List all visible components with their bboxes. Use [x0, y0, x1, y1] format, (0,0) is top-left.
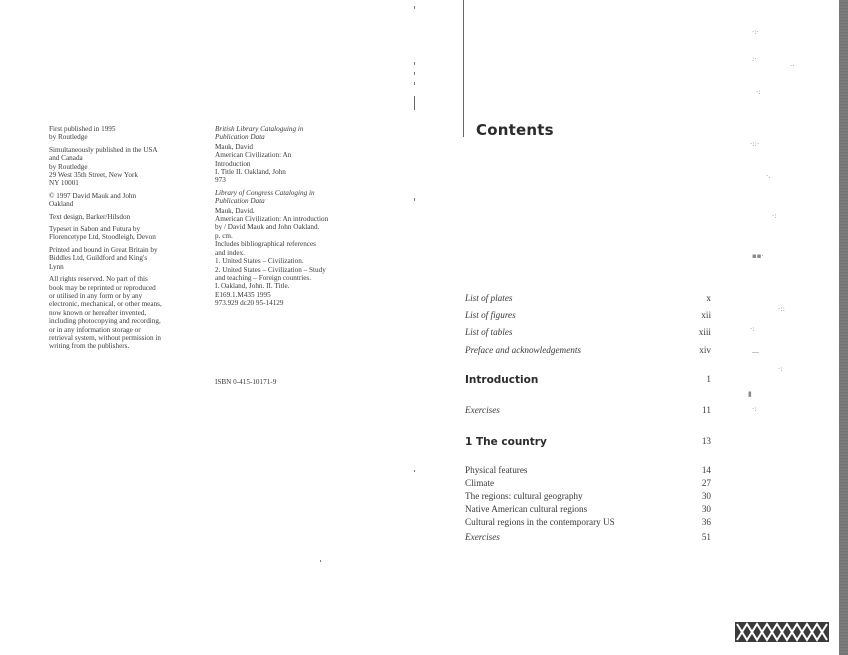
toc-entry-page: 30	[701, 504, 711, 514]
scan-artifact: ·:	[778, 365, 783, 373]
toc-entry-label: 1 The country	[465, 436, 547, 448]
toc-entry-label: Physical features	[465, 465, 528, 475]
text-design-note: Text design, Barker/Hilsdon	[49, 212, 131, 221]
scan-artifact: ··	[790, 62, 795, 70]
barcode-strip	[735, 622, 829, 642]
toc-entry-page: xiv	[699, 345, 711, 355]
rights-reserved-note: All rights reserved. No part of this book may be reprinted or reproduced or utilised in any form or by any electronic, mechanical, or other means, now known or hereafter invented, including photocopying and recording, or in any information storage or retrieval system, without permission in writing from the publishers.	[49, 275, 162, 351]
scan-edge	[839, 0, 848, 655]
scan-artifact: ―	[752, 348, 759, 356]
toc-entry-page: 1	[706, 374, 711, 384]
copyright-note: © 1997 David Mauk and John Oakland	[49, 191, 137, 209]
toc-entry-label: Exercises	[465, 532, 500, 542]
toc-entry-label: The regions: cultural geography	[465, 491, 583, 501]
scan-artifact: ·::·	[750, 140, 760, 148]
scan-artifact: ▮	[748, 390, 752, 398]
british-library-record: Mauk, David American Civilization: An Introduction I. Title II. Oakland, John 973	[215, 142, 292, 185]
scan-artifact: ·.	[766, 172, 771, 180]
toc-entry-label: List of plates	[465, 293, 513, 303]
contents-vertical-rule	[463, 0, 464, 137]
scan-artifact: :·	[752, 55, 757, 63]
gutter-dot	[320, 560, 321, 562]
toc-entry-label: Climate	[465, 478, 495, 488]
toc-entry-page: x	[706, 293, 711, 303]
us-publication-note: Simultaneously published in the USA and Canada by Routledge 29 West 35th Street, New York NY 10001	[49, 145, 158, 188]
page-title: Contents	[476, 121, 554, 139]
toc-entry-page: 51	[701, 532, 711, 542]
gutter-tick-mark	[414, 96, 415, 110]
toc-entry-label: Native American cultural regions	[465, 504, 588, 514]
loc-record: Mauk, David. American Civilization: An introduction by / David Mauk and John Oakland. p. cm. Includes bibliographical references and index. 1. United States – Civilization. 2. United States – Civilization – Study and teaching – Foreign countries. I. Oakland, John. II. Title. E169.1.M435 1995 973.929 dc20 95-14129	[215, 206, 329, 308]
toc-entry-page: xiii	[698, 327, 711, 337]
typeset-note: Typeset in Sabon and Futura by Florencetype Ltd, Stoodleigh, Devon	[49, 225, 156, 242]
gutter-dot	[414, 198, 415, 201]
first-published-note: First published in 1995 by Routledge	[49, 125, 116, 142]
toc-entry-page: 30	[701, 491, 711, 501]
gutter-dot	[414, 82, 415, 85]
toc-entry-page: 13	[701, 436, 711, 446]
toc-entry-page: xii	[701, 310, 711, 320]
scan-artifact: ·:	[752, 405, 757, 413]
scan-artifact: ·::	[778, 305, 785, 313]
cataloguing-column	[215, 125, 380, 312]
printed-note: Printed and bound in Great Britain by Biddles Ltd, Guildford and King's Lynn	[49, 245, 158, 271]
toc-entry-label: List of figures	[465, 310, 516, 320]
scan-artifact: ·:·	[752, 28, 759, 36]
scan-artifact: ·:	[756, 88, 761, 96]
toc-entry-label: Introduction	[465, 374, 539, 386]
toc-entry-label: List of tables	[465, 327, 513, 337]
toc-entry-label: Preface and acknowledgements	[465, 345, 581, 355]
toc-entry-page: 11	[702, 405, 711, 415]
scan-artifact: ·:	[750, 325, 755, 333]
loc-heading: Library of Congress Cataloging in Publication Data	[215, 188, 315, 206]
toc-entry-page: 27	[701, 478, 711, 488]
gutter-dot	[414, 62, 415, 65]
gutter-dot	[414, 470, 415, 472]
scan-artifact: ·:	[772, 212, 777, 220]
gutter-dot	[414, 72, 415, 75]
scan-artifact: ▪▪·	[752, 252, 764, 260]
imprint-column	[49, 125, 199, 355]
isbn: ISBN 0-415-10171-9	[215, 378, 277, 386]
gutter-dot	[414, 6, 415, 9]
british-library-heading: British Library Cataloguing in Publication Data	[215, 125, 304, 142]
toc-entry-page: 36	[701, 517, 711, 527]
toc-entry-page: 14	[701, 465, 711, 475]
toc-entry-label: Exercises	[465, 405, 500, 415]
toc-entry-label: Cultural regions in the contemporary US	[465, 517, 615, 527]
